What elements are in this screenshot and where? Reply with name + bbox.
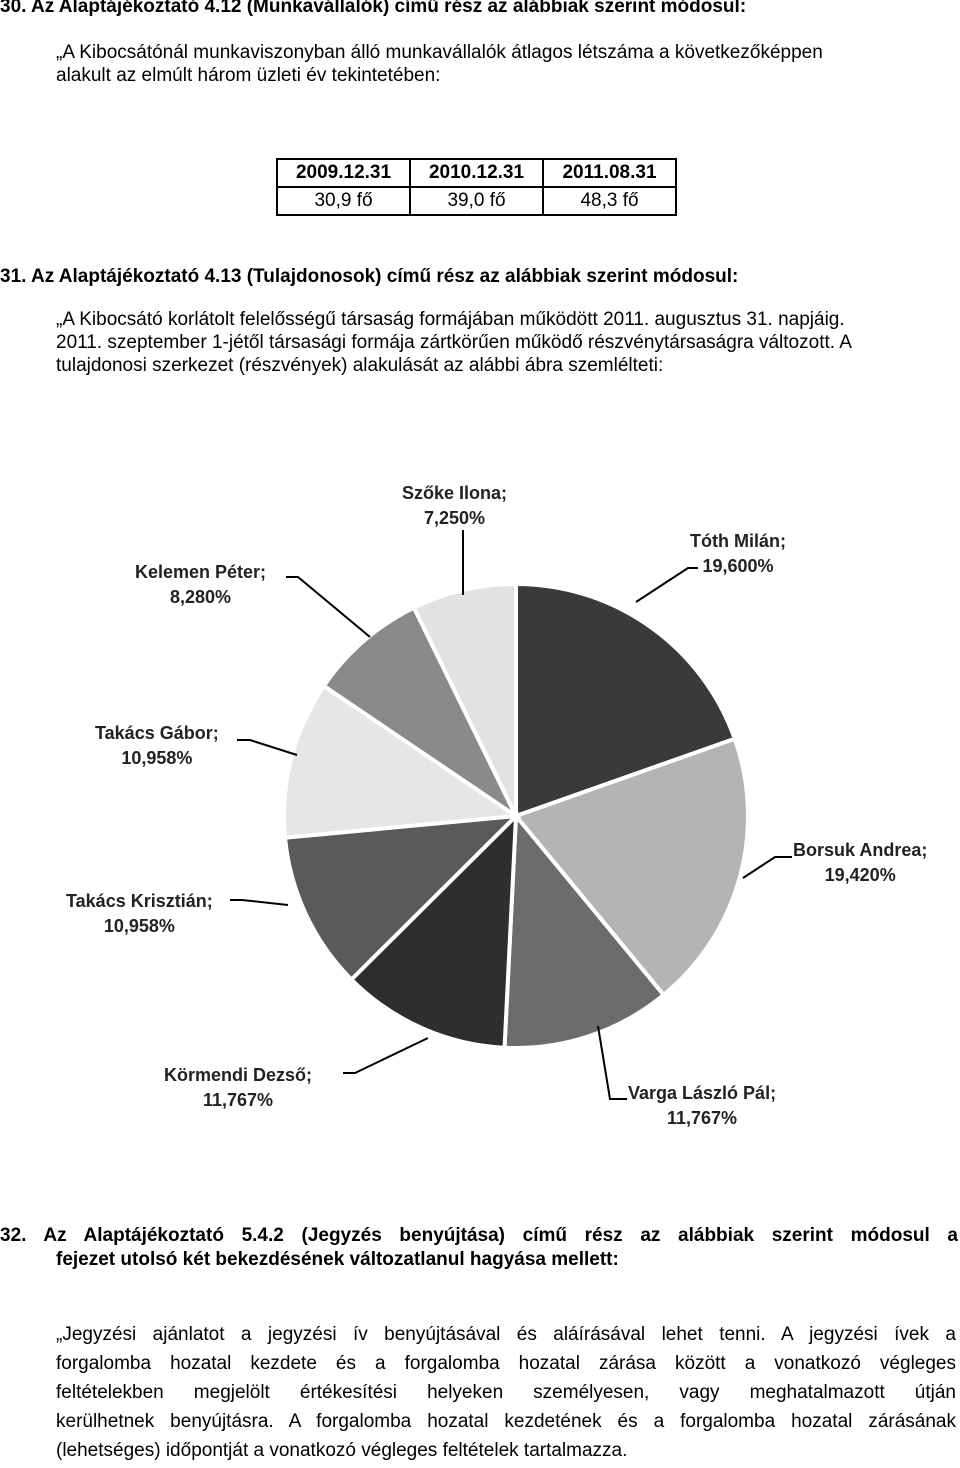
section-32-heading-line-1: 32. Az Alaptájékoztató 5.4.2 (Jegyzés benyújtása) című rész az alábbiak szerint módosul a <box>0 1225 958 1246</box>
pie-label-varga-laszlo-pal-name: Varga László Pál; <box>628 1083 777 1103</box>
section-32-text <box>56 1320 956 1465</box>
pie-label-toth-milan-value: 19,600% <box>702 556 774 576</box>
pie-label-borsuk-andrea-value: 19,420% <box>824 865 896 885</box>
pie-label-szoke-ilona <box>402 481 507 531</box>
section-32-line-4: kerülhetnek benyújtásra. A forgalomba hozatal kezdetének és a forgalomba hozatal zárásának <box>56 1411 956 1432</box>
pie-label-borsuk-andrea <box>793 838 927 888</box>
pie-label-kormendi-dezso <box>164 1063 312 1113</box>
headcount-value-2010: 39,0 fő <box>410 187 543 215</box>
pie-label-takacs-gabor-name: Takács Gábor; <box>95 723 219 743</box>
pie-label-szoke-ilona-name: Szőke Ilona; <box>402 483 508 503</box>
pie-label-varga-laszlo-pal-value: 11,767% <box>666 1108 738 1128</box>
pie-label-takacs-krisztian-value: 10,958% <box>103 916 175 936</box>
pie-label-kelemen-peter-name: Kelemen Péter; <box>135 562 267 582</box>
section-30-line-1: „A Kibocsátónál munkaviszonyban álló munkavállalók átlagos létszáma a következőképpen <box>56 42 823 63</box>
pie-label-takacs-krisztian <box>66 889 213 939</box>
pie-leader-kormendi-dezso <box>343 1038 428 1073</box>
headcount-value-2011: 48,3 fő <box>543 187 676 215</box>
pie-leader-borsuk-andrea <box>743 857 792 878</box>
headcount-date-2009: 2009.12.31 <box>277 159 410 187</box>
section-31-line-3: tulajdonosi szerkezet (részvények) alakulását az alábbi ábra szemlélteti: <box>56 355 664 376</box>
section-31-line-2: 2011. szeptember 1-jétől társasági formája zártkörűen működő részvénytársaságra változott. A <box>56 332 852 353</box>
pie-label-toth-milan-name: Tóth Milán; <box>690 531 786 551</box>
pie-leader-kelemen-peter <box>286 577 370 637</box>
pie-label-takacs-gabor-value: 10,958% <box>121 748 193 768</box>
section-32-heading-line-2: fejezet utolsó két bekezdésének változatlanul hagyása mellett: <box>56 1249 619 1270</box>
section-31-heading: 31. Az Alaptájékoztató 4.13 (Tulajdonosok) című rész az alábbiak szerint módosul: <box>0 266 739 287</box>
pie-leader-takacs-krisztian <box>230 900 288 905</box>
pie-label-varga-laszlo-pal <box>628 1081 776 1131</box>
section-30-line-2: alakult az elmúlt három üzleti év tekintetében: <box>56 65 441 86</box>
pie-label-toth-milan <box>690 529 786 579</box>
section-30-heading: 30. Az Alaptájékoztató 4.12 (Munkavállalók) című rész az alábbiak szerint módosul: <box>0 0 747 17</box>
pie-label-borsuk-andrea-name: Borsuk Andrea; <box>793 840 928 860</box>
pie-label-kelemen-peter-value: 8,280% <box>170 587 232 607</box>
pie-leader-varga-laszlo-pal <box>598 1026 627 1099</box>
pie-leader-toth-milan <box>636 568 698 602</box>
section-32-line-3: feltételekben megjelölt értékesítési helyeken személyesen, vagy meghatalmazott útján <box>56 1382 956 1403</box>
headcount-date-2011: 2011.08.31 <box>543 159 676 187</box>
pie-label-kelemen-peter <box>135 560 266 610</box>
pie-leader-takacs-gabor <box>237 740 297 755</box>
pie-label-kormendi-dezso-name: Körmendi Dezső; <box>164 1065 313 1085</box>
section-32-line-5: (lehetséges) időpontját a vonatkozó végleges feltételek tartalmazza. <box>56 1440 628 1461</box>
pie-label-takacs-krisztian-name: Takács Krisztián; <box>66 891 213 911</box>
section-31-line-1: „A Kibocsátó korlátolt felelősségű társaság formájában működött 2011. augusztus 31. napjáig. <box>56 309 845 330</box>
headcount-value-2009: 30,9 fő <box>277 187 410 215</box>
pie-label-takacs-gabor <box>95 721 219 771</box>
pie-label-kormendi-dezso-value: 11,767% <box>202 1090 274 1110</box>
section-32-line-1: „Jegyzési ajánlatot a jegyzési ív benyújtásával és aláírásával lehet tenni. A jegyzési ívek a <box>56 1324 956 1345</box>
pie-label-szoke-ilona-value: 7,250% <box>423 508 486 528</box>
headcount-date-2010: 2010.12.31 <box>410 159 543 187</box>
section-32-line-2: forgalomba hozatal kezdete és a forgalomba hozatal zárása között a vonatkozó végleges <box>56 1353 956 1374</box>
section-32-heading <box>0 1224 958 1272</box>
